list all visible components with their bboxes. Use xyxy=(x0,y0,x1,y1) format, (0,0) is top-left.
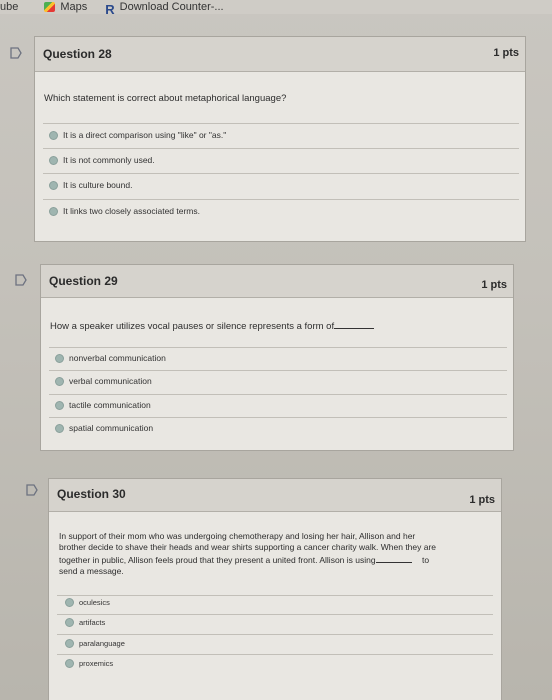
answer-option[interactable] xyxy=(65,598,110,607)
divider xyxy=(57,634,493,635)
bookmark-maps[interactable] xyxy=(44,1,87,13)
answer-blank xyxy=(334,319,374,329)
question-points: 1 pts xyxy=(493,47,519,59)
answer-label: It is not commonly used. xyxy=(63,155,155,165)
divider xyxy=(49,394,507,395)
answer-option[interactable] xyxy=(55,423,153,433)
question-text-body: together in public, Allison feels proud that they present a united front. Allison is using xyxy=(59,555,376,565)
answer-label: oculesics xyxy=(79,598,110,607)
radio-button-icon[interactable] xyxy=(55,424,64,433)
radio-button-icon[interactable] xyxy=(65,618,74,627)
maps-icon xyxy=(44,2,55,12)
divider xyxy=(49,347,507,348)
question-points: 1 pts xyxy=(469,494,495,506)
answer-label: tactile communication xyxy=(69,400,151,410)
radio-button-icon[interactable] xyxy=(55,401,64,410)
question-card-30 xyxy=(48,478,502,700)
divider xyxy=(57,654,493,655)
answer-option[interactable] xyxy=(55,376,152,386)
answer-label: spatial communication xyxy=(69,423,154,433)
divider xyxy=(49,417,507,418)
question-title: Question 29 xyxy=(49,274,118,288)
answer-option[interactable] xyxy=(49,155,155,165)
question-text-line: brother decide to shave their heads and wear shirts supporting a cancer charity walk. When they are xyxy=(59,542,437,552)
divider xyxy=(49,370,507,371)
answer-option[interactable] xyxy=(49,180,132,190)
answer-option[interactable] xyxy=(65,639,125,648)
question-text-to: to xyxy=(421,555,430,565)
question-card-29 xyxy=(40,264,514,451)
bookmark-flag-icon[interactable] xyxy=(15,274,27,286)
divider xyxy=(43,123,519,124)
answer-label: It is a direct comparison using "like" or "as." xyxy=(63,130,227,140)
answer-label: nonverbal communication xyxy=(69,353,166,363)
answer-option[interactable] xyxy=(55,400,151,410)
answer-label: It links two closely associated terms. xyxy=(63,206,200,216)
question-card-28 xyxy=(34,36,526,242)
bookmark-label: Download Counter-... xyxy=(119,1,224,13)
radio-button-icon[interactable] xyxy=(65,659,74,668)
answer-option[interactable] xyxy=(65,618,105,627)
answer-label: artifacts xyxy=(79,618,106,627)
answer-option[interactable] xyxy=(49,206,200,216)
download-counter-icon: R xyxy=(105,2,115,14)
radio-button-icon[interactable] xyxy=(49,131,58,140)
radio-button-icon[interactable] xyxy=(49,207,58,216)
answer-option[interactable] xyxy=(49,130,226,140)
question-text-body: How a speaker utilizes vocal pauses or silence represents a form of xyxy=(50,321,335,332)
question-text-line: In support of their mom who was undergoing chemotherapy and losing her hair, Allison and her xyxy=(59,531,416,541)
question-title: Question 28 xyxy=(43,47,112,61)
radio-button-icon[interactable] xyxy=(55,377,64,386)
answer-blank xyxy=(376,553,412,563)
bookmark-label: ube xyxy=(0,1,19,13)
answer-option[interactable] xyxy=(65,659,113,668)
divider xyxy=(43,173,519,174)
divider xyxy=(57,595,493,596)
answer-label: paralanguage xyxy=(79,639,125,648)
answer-option[interactable] xyxy=(55,353,166,363)
question-points: 1 pts xyxy=(481,279,507,291)
bookmarks-bar xyxy=(0,0,552,14)
bookmark-label: Maps xyxy=(60,1,88,13)
answer-label: It is culture bound. xyxy=(63,180,133,190)
bookmark-flag-icon[interactable] xyxy=(26,484,38,496)
bookmark-flag-icon[interactable] xyxy=(10,47,22,59)
radio-button-icon[interactable] xyxy=(55,354,64,363)
question-text xyxy=(59,531,499,577)
question-text-line xyxy=(59,553,499,566)
bookmark-youtube[interactable] xyxy=(0,1,18,13)
answer-label: verbal communication xyxy=(69,376,152,386)
divider xyxy=(43,199,519,200)
bookmark-download-counter[interactable] xyxy=(105,1,223,13)
question-text: Which statement is correct about metaphorical language? xyxy=(44,93,287,104)
divider xyxy=(57,614,493,615)
question-text xyxy=(50,319,374,333)
question-title: Question 30 xyxy=(57,487,126,501)
question-text-line: send a message. xyxy=(59,566,124,576)
radio-button-icon[interactable] xyxy=(49,181,58,190)
radio-button-icon[interactable] xyxy=(65,598,74,607)
radio-button-icon[interactable] xyxy=(49,156,58,165)
radio-button-icon[interactable] xyxy=(65,639,74,648)
divider xyxy=(43,148,519,149)
answer-label: proxemics xyxy=(79,659,114,668)
